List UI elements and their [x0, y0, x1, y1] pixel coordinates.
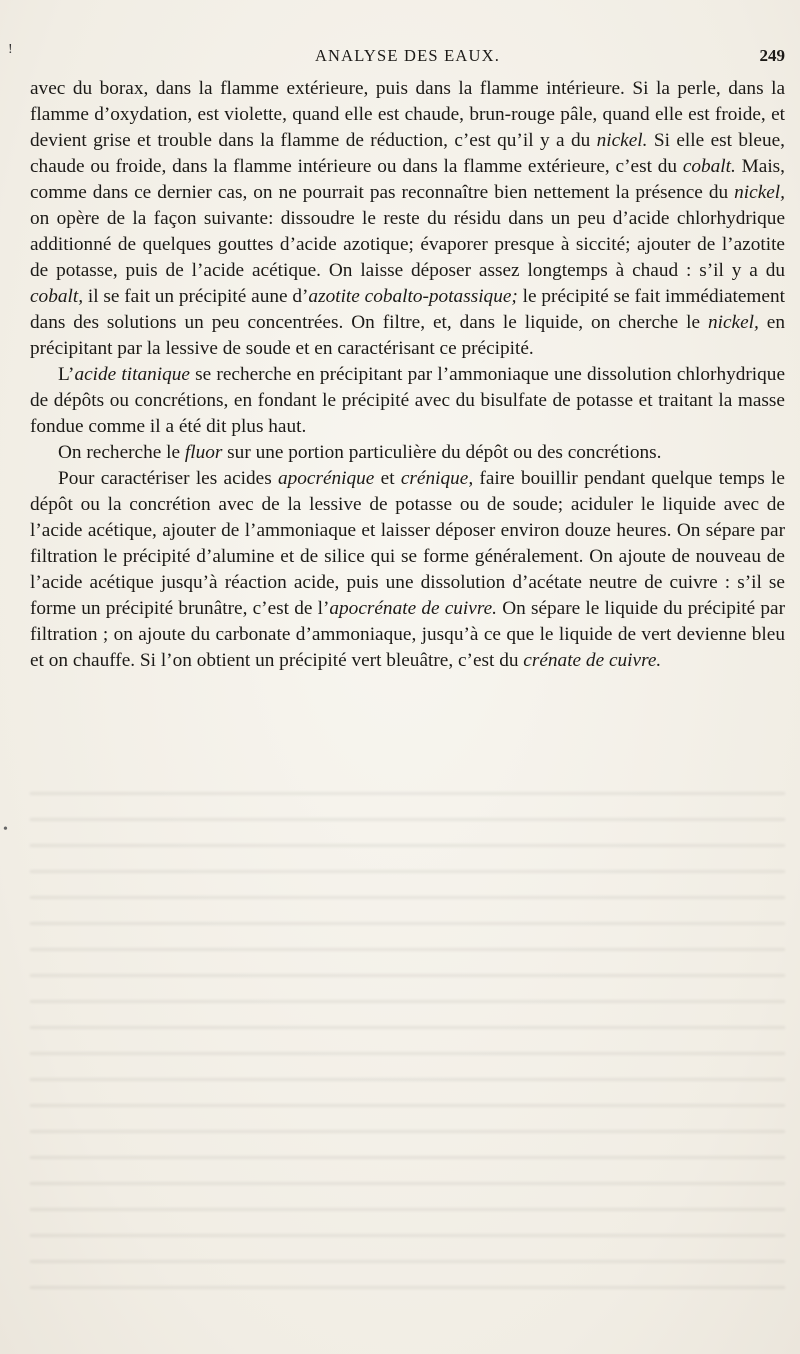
text-run: Mais, comme dans ce dernier cas, on ne pourrait pas reconnaître bien nettement la présence du — [30, 156, 786, 203]
paragraph — [30, 362, 785, 440]
text-run: On sépare le liquide du précipité par filtration ; on ajoute du carbonate d’ammoniaque, jusqu’à ce que le liquide de vert devienne bleu et on chauffe. Si l’on obtient un précipité vert bleuâtre, c’est du — [30, 598, 786, 671]
text-run: Si elle est bleue, chaude ou froide, dans la flamme intérieure ou dans la flamme extérieure, c’est du — [30, 130, 785, 177]
text-run: faire bouillir pendant quelque temps le dépôt ou la concrétion avec de la lessive de potasse ou de soude; aciduler le liquide avec de l’acide acétique, ajouter de l’ammoniaque et laisser déposer environ douze heures. On sépare par filtration le précipité d’alumine et de silice qui se forme généralement. On ajoute de nouveau de l’acide acétique jusqu’à réaction acide, puis une dissolution d’acétate neutre de cuivre : s’il se forme un précipité brunâtre, c’est de l’ — [30, 468, 785, 619]
italic-term: acide titanique — [74, 364, 190, 385]
text-run: sur une portion particulière du dépôt ou des concrétions. — [222, 442, 662, 463]
text-run: On recherche le — [58, 442, 185, 463]
text-run: en précipitant par la lessive de soude et en caractérisant ce précipité. — [30, 312, 785, 359]
text-run: le précipité se fait immédiatement dans des solutions un peu concentrées. On filtre, et, dans le liquide, on cherche le — [30, 286, 785, 333]
running-head — [30, 46, 785, 70]
italic-term: nickel. — [596, 130, 648, 151]
italic-term: nickel, — [708, 312, 759, 333]
italic-term: cobalt. — [682, 156, 736, 177]
body-text — [30, 76, 785, 674]
text-run: se recherche en précipitant par l’ammoniaque une dissolution chlorhydrique de dépôts ou concrétions, en fondant le précipité avec du bisulfate de potasse et traitant la masse fondue comme il a été dit plus haut. — [30, 364, 786, 437]
text-run: L’ — [58, 364, 75, 385]
running-title: ANALYSE DES EAUX. — [314, 46, 501, 65]
italic-term: fluor — [184, 442, 223, 463]
text-run: Pour caractériser les acides — [58, 468, 278, 489]
italic-term: azotite cobalto-potassique; — [308, 286, 518, 307]
paragraph — [30, 466, 785, 674]
show-through-texture — [30, 775, 785, 1295]
text-run: on opère de la façon suivante: dissoudre le reste du résidu dans un peu d’acide chlorhydrique additionné de quelques gouttes d’acide azotique; évaporer presque à siccité; ajouter de l’azotite de potasse, puis de l’acide acétique. On laisse déposer assez longtemps à chaud : s’il y a du — [30, 208, 785, 281]
page-number: 249 — [759, 46, 785, 65]
paragraph — [30, 440, 785, 466]
text-run: avec du borax, dans la flamme extérieure, puis dans la flamme intérieure. Si la perle, dans la flamme d’oxydation, est violette, quand elle est chaude, brun-rouge pâle, quand elle est froide, et devient grise et trouble dans la flamme de réduction, c’est qu’il y a du — [30, 78, 785, 151]
paragraph — [30, 76, 785, 362]
italic-term: apocrénique — [277, 468, 375, 489]
italic-term: crénate de cuivre. — [523, 650, 662, 671]
margin-mark: • — [3, 822, 8, 837]
italic-term: apocrénate de cuivre. — [329, 598, 498, 619]
margin-mark: ! — [8, 42, 13, 57]
italic-term: cobalt, — [30, 286, 84, 307]
italic-term: nickel, — [734, 182, 785, 203]
text-run: il se fait un précipité aune d’ — [83, 286, 309, 307]
text-run: et — [374, 468, 401, 489]
italic-term: crénique, — [400, 468, 474, 489]
